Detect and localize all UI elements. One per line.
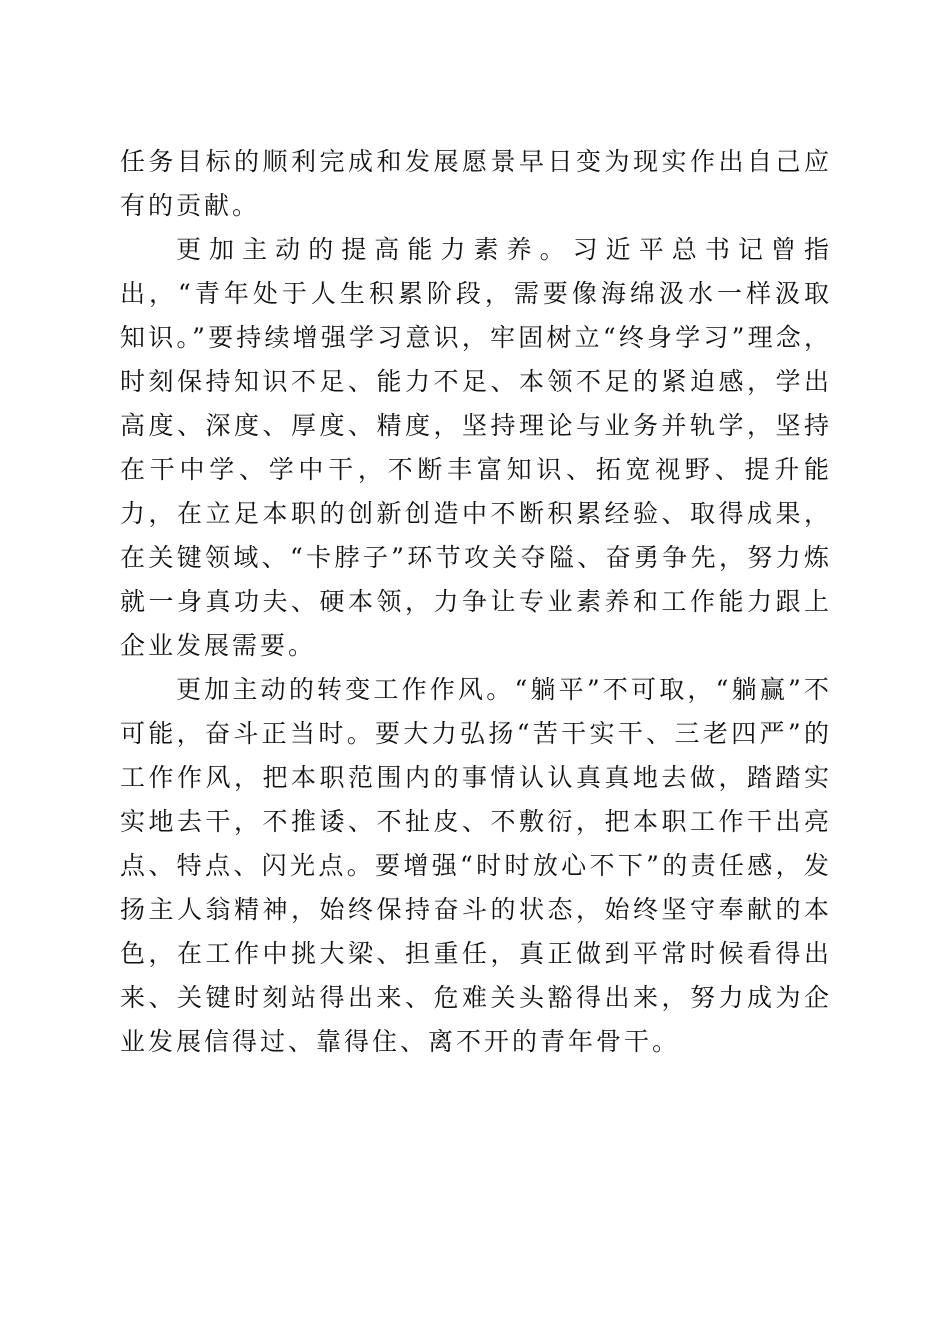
paragraph-work-style: 更加主动的转变工作作风。“躺平”不可取，“躺赢”不可能，奋斗正当时。要大力弘扬“苦干实干、三老四严”的工作作风，把本职范围内的事情认认真真地去做，踏踏实实地去干，不推诿、不扯皮、不敷衍，把本职工作干出亮点、特点、闪光点。要增强“时时放心不下”的责任感，发扬主人翁精神，始终保持奋斗的状态，始终坚守奉献的本色，在工作中挑大梁、担重任，真正做到平常时候看得出来、关键时刻站得出来、危难关头豁得出来，努力成为企业发展信得过、靠得住、离不开的青年骨干。 — [120, 675, 832, 1056]
paragraph-continuation: 任务目标的顺利完成和发展愿景早日变为现实作出自己应有的贡献。 — [120, 147, 832, 220]
paragraph-ability: 更加主动的提高能力素养。习近平总书记曾指出，“青年处于人生积累阶段，需要像海绵汲水一样汲取知识。”要持续增强学习意识，牢固树立“终身学习”理念，时刻保持知识不足、能力不足、本领不足的紧迫感，学出高度、深度、厚度、精度，坚持理论与业务并轨学，坚持在干中学、学中干，不断丰富知识、拓宽视野、提升能力，在立足本职的创新创造中不断积累经验、取得成果，在关键领域、“卡脖子”环节攻关夺隘、奋勇争先，努力炼就一身真功夫、硬本领，力争让专业素养和工作能力跟上企业发展需要。 — [120, 235, 832, 660]
document-page — [120, 140, 832, 1064]
